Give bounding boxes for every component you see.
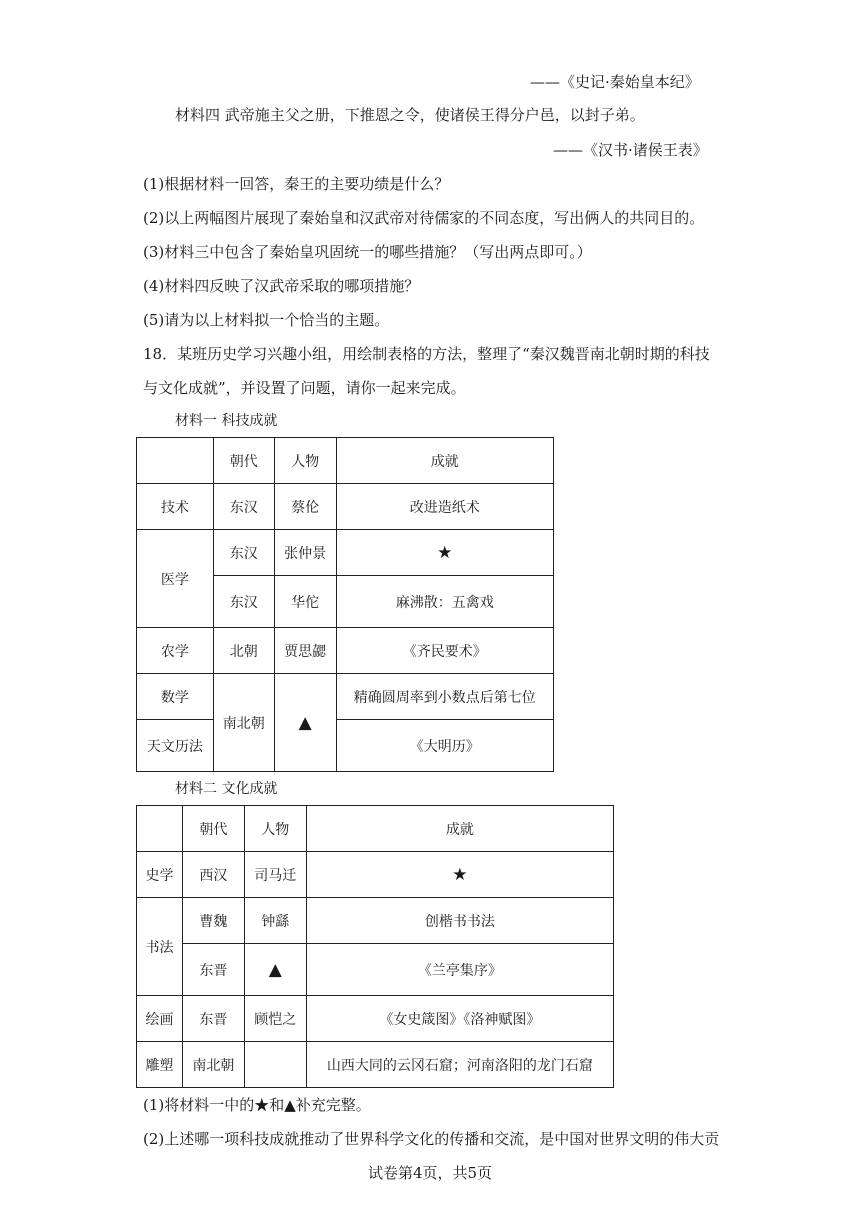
question-18-2: (2)上述哪一项科技成就推动了世界科学文化的传播和交流，是中国对世界文明的伟大贡 xyxy=(143,1130,720,1148)
table-row xyxy=(137,438,554,484)
table-cell: 东汉 xyxy=(213,576,274,628)
table-cell: 顾恺之 xyxy=(244,996,306,1042)
culture-achievements-table xyxy=(136,805,614,1088)
table-header-cell: 人物 xyxy=(274,438,336,484)
table-cell: 南北朝 xyxy=(213,674,274,772)
table-cell: 数学 xyxy=(137,674,214,720)
table-header-cell: 成就 xyxy=(306,806,613,852)
table-cell: 《兰亭集序》 xyxy=(306,944,613,996)
question-17-3: (3)材料三中包含了秦始皇巩固统一的哪些措施？（写出两点即可。） xyxy=(143,243,592,261)
question-17-5: (5)请为以上材料拟一个恰当的主题。 xyxy=(143,311,390,329)
table-row xyxy=(137,530,554,576)
table-row xyxy=(137,806,614,852)
question-17-1: (1)根据材料一回答，秦王的主要功绩是什么？ xyxy=(143,175,450,193)
table-cell: 医学 xyxy=(137,530,214,628)
star-blank-cell: ★ xyxy=(336,530,553,576)
table-cell: 技术 xyxy=(137,484,214,530)
table-header-cell xyxy=(137,438,214,484)
table-cell: 东晋 xyxy=(182,944,244,996)
table-cell: 华佗 xyxy=(274,576,336,628)
table-cell: 司马迁 xyxy=(244,852,306,898)
table-header-cell: 成就 xyxy=(336,438,553,484)
material-four-text: 材料四 武帝施主父之册，下推恩之令，使诸侯王得分户邑，以封子弟。 xyxy=(175,106,645,124)
table-cell: 书法 xyxy=(137,898,183,996)
table-cell: 麻沸散：五禽戏 xyxy=(336,576,553,628)
star-blank-cell: ★ xyxy=(306,852,613,898)
table-cell: 北朝 xyxy=(213,628,274,674)
table-row xyxy=(137,852,614,898)
science-achievements-table xyxy=(136,437,554,772)
question-18-stem-line1: 18．某班历史学习兴趣小组，用绘制表格的方法，整理了“秦汉魏晋南北朝时期的科技 xyxy=(143,345,710,363)
table-cell: 《齐民要术》 xyxy=(336,628,553,674)
table-row xyxy=(137,484,554,530)
table-cell: 《女史箴图》《洛神赋图》 xyxy=(306,996,613,1042)
table-cell: 张仲景 xyxy=(274,530,336,576)
question-17-2: (2)以上两幅图片展现了秦始皇和汉武帝对待儒家的不同态度，写出俩人的共同目的。 xyxy=(143,209,705,227)
question-17-4: (4)材料四反映了汉武帝采取的哪项措施？ xyxy=(143,277,420,295)
table-cell: 东汉 xyxy=(213,484,274,530)
table-cell: 史学 xyxy=(137,852,183,898)
table-cell: 改进造纸术 xyxy=(336,484,553,530)
table-cell: 南北朝 xyxy=(182,1042,244,1088)
table-header-cell: 人物 xyxy=(244,806,306,852)
table-header-cell: 朝代 xyxy=(213,438,274,484)
table-header-cell xyxy=(137,806,183,852)
table-cell: 东汉 xyxy=(213,530,274,576)
table-cell: 天文历法 xyxy=(137,720,214,772)
triangle-blank-cell: ▲ xyxy=(244,944,306,996)
table-cell: 东晋 xyxy=(182,996,244,1042)
question-18-stem-line2: 与文化成就”，并设置了问题，请你一起来完成。 xyxy=(143,379,466,397)
question-18-1: (1)将材料一中的★和▲补充完整。 xyxy=(143,1096,371,1114)
table-row xyxy=(137,898,614,944)
table-row xyxy=(137,628,554,674)
source-citation-shiji: ——《史记·秦始皇本纪》 xyxy=(530,73,700,91)
table-row xyxy=(137,720,554,772)
table-header-cell: 朝代 xyxy=(182,806,244,852)
table-cell: 钟繇 xyxy=(244,898,306,944)
table1-caption: 材料一 科技成就 xyxy=(175,413,278,429)
triangle-blank-cell: ▲ xyxy=(274,674,336,772)
source-citation-hanshu: ——《汉书·诸侯王表》 xyxy=(553,141,708,159)
table-cell: 雕塑 xyxy=(137,1042,183,1088)
table-row xyxy=(137,1042,614,1088)
table-cell: 《大明历》 xyxy=(336,720,553,772)
table-cell: 蔡伦 xyxy=(274,484,336,530)
table-row xyxy=(137,944,614,996)
table-cell: 精确圆周率到小数点后第七位 xyxy=(336,674,553,720)
table-row xyxy=(137,674,554,720)
table-cell: 绘画 xyxy=(137,996,183,1042)
table-cell: 创楷书书法 xyxy=(306,898,613,944)
table-cell: 农学 xyxy=(137,628,214,674)
table-cell: 西汉 xyxy=(182,852,244,898)
table-row xyxy=(137,996,614,1042)
table-cell: 山西大同的云冈石窟；河南洛阳的龙门石窟 xyxy=(306,1042,613,1088)
table-cell: 曹魏 xyxy=(182,898,244,944)
table2-caption: 材料二 文化成就 xyxy=(175,781,278,797)
page-footer: 试卷第4页，共5页 xyxy=(367,1164,493,1182)
table-cell xyxy=(244,1042,306,1088)
table-cell: 贾思勰 xyxy=(274,628,336,674)
